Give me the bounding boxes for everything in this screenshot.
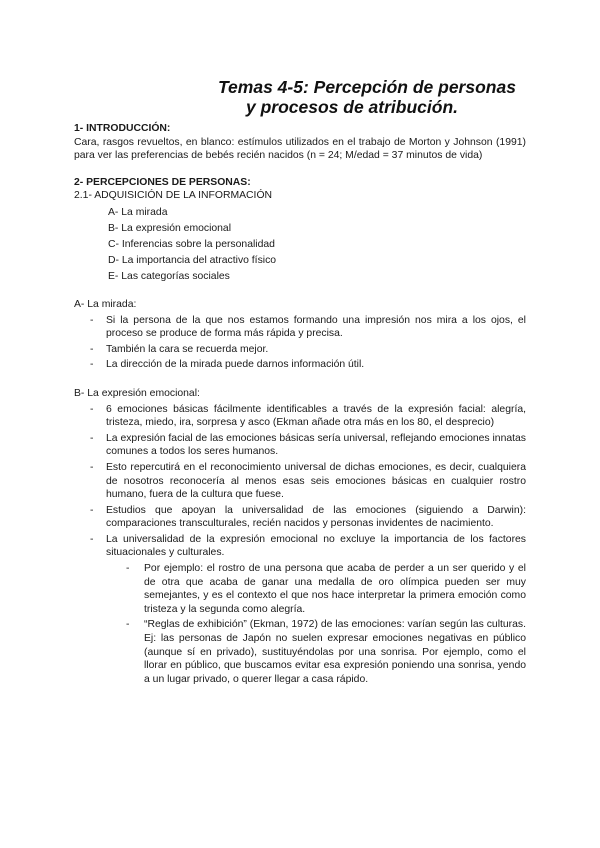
- intro-paragraph: Cara, rasgos revueltos, en blanco: estímulos utilizados en el trabajo de Morton y Johnson (1991) para ver las preferencias de bebés recién nacidos (n = 24; M/edad = 37 minutos de vida): [74, 136, 526, 162]
- bullet-item: - La dirección de la mirada puede darnos información útil.: [74, 358, 526, 372]
- section-heading-expresion: B- La expresión emocional:: [74, 387, 200, 399]
- section-heading-percepciones: 2- PERCEPCIONES DE PERSONAS:: [74, 176, 251, 188]
- topic-item: A- La mirada: [108, 206, 168, 218]
- bullet-item: - Esto repercutirá en el reconocimiento universal de dichas emociones, es decir, cualquiera de nosotros reconocería al menos esas seis emociones básicas en cualquier rostro humano, fuera de la cultura que fuese.: [74, 461, 526, 502]
- sub-bullet-item: - “Reglas de exhibición” (Ekman, 1972) de las emociones: varían según las culturas. Ej: las personas de Japón no suelen expresar emociones negativas en público (aunque sí en privado), sustituyéndolas por una sonrisa. Por ejemplo, como el llorar en público, que buscamos evitar esa expresión poniendo una sonrisa, yendo a un lugar privado, o querer llegar a casa rápido.: [106, 618, 526, 686]
- topic-item: D- La importancia del atractivo físico: [108, 254, 277, 266]
- document-body: [74, 122, 526, 688]
- bullet-item: - También la cara se recuerda mejor.: [74, 343, 526, 357]
- section-heading-mirada: A- La mirada:: [74, 298, 137, 310]
- section-heading-intro: 1- INTRODUCCIÓN:: [74, 123, 171, 134]
- document-title-line-1: Temas 4-5: Percepción de personas: [218, 77, 516, 97]
- bullet-item: [74, 533, 526, 687]
- bullet-item: - Si la persona de la que nos estamos formando una impresión nos mira a los ojos, el proceso se produce de forma más rápida y precisa.: [74, 314, 526, 341]
- topic-list: [108, 205, 526, 285]
- bullet-item: - 6 emociones básicas fácilmente identificables a través de la expresión facial: alegría, tristeza, miedo, ira, sorpresa y asco (Ekman añade otra más en los 80, el desprecio): [74, 403, 526, 430]
- sub-bullet-item: - Por ejemplo: el rostro de una persona que acaba de perder a un ser querido y el de otra que acaba de ganar una medalla de oro olímpica pueden ser muy semejantes, y es el contexto el que nos hace interpretar la primera emoción como tristeza y la segunda como alegría.: [106, 562, 526, 616]
- subsection-heading-adquisicion: 2.1- ADQUISICIÓN DE LA INFORMACIÓN: [74, 190, 273, 202]
- expresion-sub-bullet-list: [106, 562, 526, 686]
- topic-item: C- Inferencias sobre la personalidad: [108, 238, 275, 250]
- mirada-bullet-list: [74, 314, 526, 372]
- document-title-line-2: y procesos de atribución.: [246, 97, 458, 117]
- expresion-bullet-list: [74, 403, 526, 687]
- topic-item: B- La expresión emocional: [108, 222, 232, 234]
- topic-item: E- Las categorías sociales: [108, 270, 230, 282]
- bullet-item-text: La universalidad de la expresión emocional no excluye la importancia de los factores situacionales y culturales.: [106, 533, 526, 559]
- bullet-item: - La expresión facial de las emociones básicas sería universal, reflejando emociones innatas comunes a todos los seres humanos.: [74, 432, 526, 459]
- bullet-item: - Estudios que apoyan la universalidad de las emociones (siguiendo a Darwin): comparaciones transculturales, recién nacidos y personas invidentes de nacimiento.: [74, 504, 526, 531]
